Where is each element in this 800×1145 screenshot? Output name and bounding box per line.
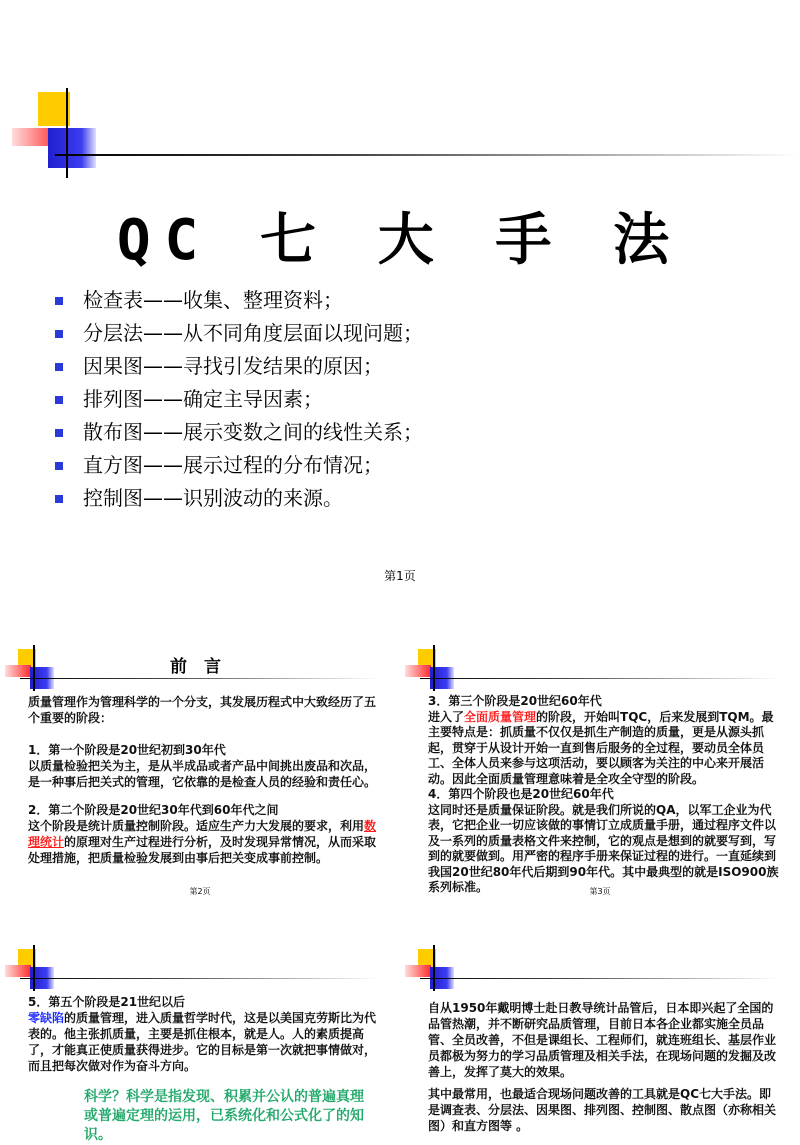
bullet-square-icon — [55, 363, 63, 371]
text: 的质量管理，进入质量哲学时代，这是以美国克劳斯比为代表的。他主张抓质量，主要是抓住根本，就是人。人的素质提高了，才能真正使质量获得进步。它的目标是第一次就把事情做对，而且把每次做对作为奋斗方向。 — [28, 1011, 377, 1073]
stage-heading: 2．第二个阶段是20世纪30年代到60年代之间 — [28, 803, 279, 817]
slide-2 — [0, 640, 400, 905]
paragraph: 自从1950年戴明博士赴日教导统计品管后，日本即兴起了全国的品管热潮，并不断研究品质管理，目前日本各企业都实施全员品管、全员改善，不但是课组长、工程师们，就连班组长、基层作业员都极为努力的学习品质管理及相关手法，在现场问题的发掘及改善上，发挥了莫大的效果。 — [428, 1001, 777, 1079]
paragraph: 其中最常用，也最适合现场问题改善的工具就是QC七大手法。即是调查表、分层法、因果图、排列图、控制图、散点图（亦称相关图）和直方图等 。 — [428, 1087, 777, 1133]
slide-5 — [400, 940, 800, 1133]
bullet-list — [55, 284, 423, 515]
list-item — [55, 416, 423, 449]
slide-title: QC 七 大 手 法 — [116, 208, 684, 273]
bullet-text: 检查表——收集、整理资料； — [83, 288, 343, 312]
stage-body — [28, 818, 378, 866]
slide-3 — [400, 640, 800, 905]
slide-body — [428, 1000, 780, 1134]
slide-title: 前 言 — [170, 657, 221, 677]
text: 的阶段，开始叫TQC，后来发展到TQM。最主要特点是：抓质量不仅仅是抓生产制造的质量，更是从源头抓起，贯穿于从设计开始一直到售后服务的全过程，要动员全体员工、全体人员来参与这项活动，要以顾客为关注的中心来开展活动。因此全面质量管理意味着是全攻全守型的阶段。 — [428, 709, 774, 786]
bullet-text: 散布图——展示变数之间的线性关系； — [83, 420, 423, 444]
list-item — [55, 317, 423, 350]
stage-body: 这同时还是质量保证阶段。就是我们所说的QA，以军工企业为代表，它把企业一切应该做的事情订立成质量手册，通过程序文件以及一系列的质量表格文件来控制，它的观点是想到的就要写到，写到的就要做到。用严密的程序手册来保证过程的进行。一直延续到我国20世纪80年代后期到90年代。其中最典型的就是ISO900族系列标准。 — [428, 802, 779, 894]
bullet-square-icon — [55, 462, 63, 470]
highlight-text: 零缺陷 — [28, 1011, 65, 1025]
highlight-text: 全面质量管理 — [464, 709, 537, 724]
bullet-square-icon — [55, 396, 63, 404]
highlight-link[interactable]: 数理统计 — [28, 819, 377, 849]
text: 进入了 — [428, 709, 465, 724]
bullet-square-icon — [55, 297, 63, 305]
stage-body — [28, 1010, 380, 1074]
list-item — [55, 350, 423, 383]
text: 这个阶段是统计质量控制阶段。适应生产力大发展的要求，利用 — [28, 819, 365, 833]
intro-text: 质量管理作为管理科学的一个分支，其发展历程式中大致经历了五个重要的阶段： — [28, 695, 377, 725]
stage-heading: 5．第五个阶段是21世纪以后 — [28, 995, 186, 1009]
list-item — [55, 449, 423, 482]
page-number: 第3页 — [589, 887, 611, 896]
list-item — [55, 383, 423, 416]
stage-heading: 1．第一个阶段是20世纪初到30年代 — [28, 743, 226, 757]
page-number: 第2页 — [189, 887, 211, 896]
slide-body — [28, 694, 378, 866]
list-item — [55, 284, 423, 317]
note-text: 科学？科学是指发现、积累并公认的普遍真理或普遍定理的运用，已系统化和公式化了的知识。 — [84, 1089, 364, 1143]
stage-body — [428, 710, 780, 788]
bullet-text: 排列图——确定主导因素； — [83, 387, 323, 411]
bullet-square-icon — [55, 330, 63, 338]
slide-4 — [0, 940, 400, 1143]
slide-body — [28, 994, 380, 1074]
list-item — [55, 482, 423, 515]
stage-heading: 4．第四个阶段也是20世纪60年代 — [428, 787, 614, 801]
text: 的原理对生产过程进行分析，及时发现异常情况，从而采取处理措施，把质量检验发展到由事后把关变成事前控制。 — [28, 835, 377, 865]
bullet-square-icon — [55, 495, 63, 503]
stage-heading: 3．第三个阶段是20世纪60年代 — [428, 694, 602, 708]
page-number: 第1页 — [384, 569, 416, 583]
bullet-text: 直方图——展示过程的分布情况； — [83, 453, 383, 477]
bullet-text: 因果图——寻找引发结果的原因； — [83, 354, 383, 378]
slide-body — [428, 694, 780, 896]
bullet-square-icon — [55, 429, 63, 437]
bullet-text: 控制图——识别波动的来源。 — [83, 486, 343, 510]
bullet-text: 分层法——从不同角度层面以现问题； — [83, 321, 423, 345]
stage-body: 以质量检验把关为主，是从半成品或者产品中间挑出废品和次品，是一种事后把关式的管理，它依靠的是检查人员的经验和责任心。 — [28, 759, 377, 789]
